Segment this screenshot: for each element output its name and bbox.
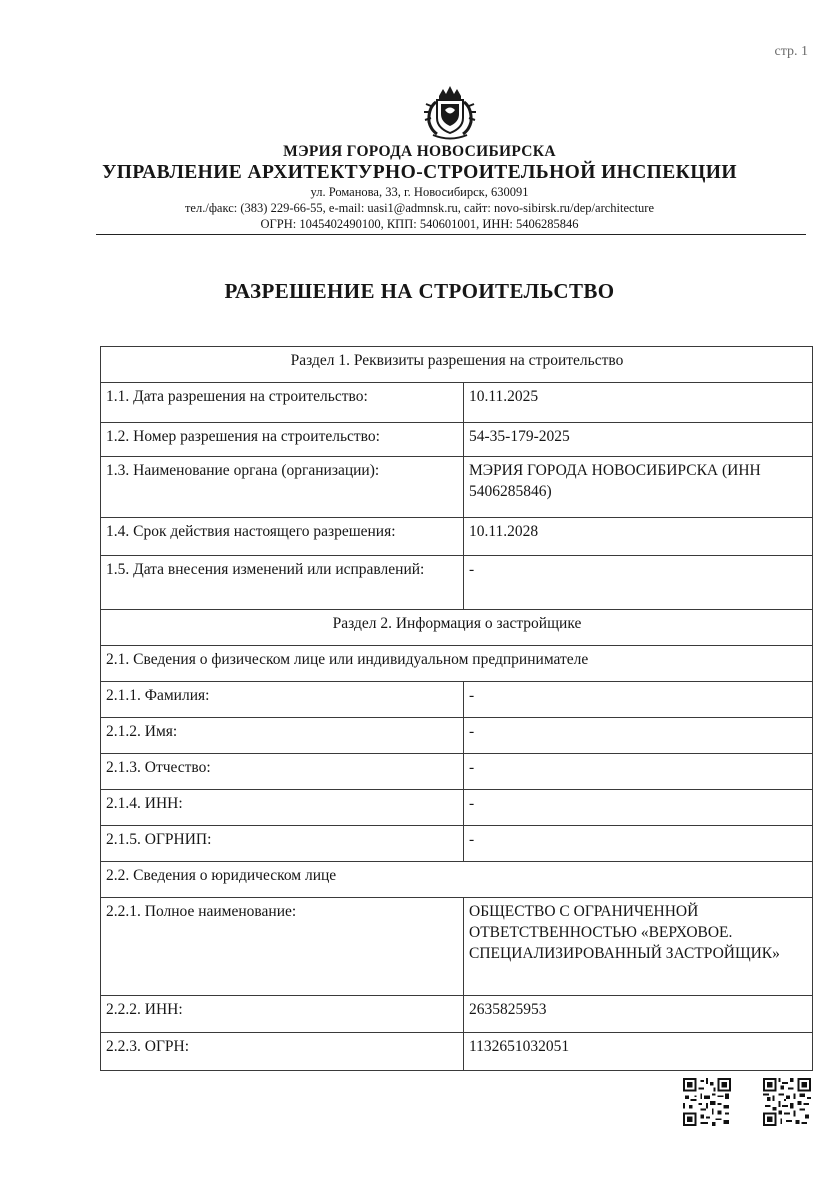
table-row: [101, 423, 813, 457]
field-value: -: [464, 754, 813, 790]
field-value: -: [464, 790, 813, 826]
field-value: ОБЩЕСТВО С ОГРАНИЧЕННОЙ ОТВЕТСТВЕННОСТЬЮ «ВЕРХОВОЕ. СПЕЦИАЛИЗИРОВАННЫЙ ЗАСТРОЙЩИК»: [464, 898, 813, 996]
field-label: 2.1.3. Отчество:: [101, 754, 464, 790]
field-label: 1.5. Дата внесения изменений или исправлений:: [101, 556, 464, 610]
table-row: [101, 826, 813, 862]
table-row: [101, 556, 813, 610]
field-value: МЭРИЯ ГОРОДА НОВОСИБИРСКА (ИНН 5406285846): [464, 457, 813, 518]
table-row: [101, 790, 813, 826]
issuer-city-name: МЭРИЯ ГОРОДА НОВОСИБИРСКА: [283, 143, 556, 160]
field-label: 1.4. Срок действия настоящего разрешения:: [101, 518, 464, 556]
field-label: 2.1.1. Фамилия:: [101, 682, 464, 718]
document-title: РАЗРЕШЕНИЕ НА СТРОИТЕЛЬСТВО: [224, 279, 615, 303]
field-value: 2635825953: [464, 996, 813, 1033]
table-row: [101, 518, 813, 556]
permit-details-table: [100, 346, 813, 1071]
field-label: 2.2.1. Полное наименование:: [101, 898, 464, 996]
field-label: 1.3. Наименование органа (организации):: [101, 457, 464, 518]
page-number: стр. 1: [774, 44, 808, 59]
city-coat-of-arms-icon: [419, 80, 481, 142]
qr-code-icon: [683, 1078, 731, 1126]
table-row: [101, 996, 813, 1033]
header-divider: [96, 234, 806, 235]
issuer-contacts: тел./факс: (383) 229-66-55, e-mail: uasi1@admnsk.ru, сайт: novo-sibirsk.ru/dep/architecture: [184, 201, 655, 215]
legal-entity-subsection-heading: 2.2. Сведения о юридическом лице: [101, 862, 813, 898]
field-label: 2.2.2. ИНН:: [101, 996, 464, 1033]
field-value: 10.11.2028: [464, 518, 813, 556]
section-1-heading: Раздел 1. Реквизиты разрешения на строительство: [101, 347, 813, 383]
issuer-department-name: УПРАВЛЕНИЕ АРХИТЕКТУРНО-СТРОИТЕЛЬНОЙ ИНСПЕКЦИИ: [102, 162, 737, 183]
table-row: [101, 383, 813, 423]
field-label: 2.1.4. ИНН:: [101, 790, 464, 826]
field-value: -: [464, 718, 813, 754]
field-label: 1.2. Номер разрешения на строительство:: [101, 423, 464, 457]
field-label: 2.1.2. Имя:: [101, 718, 464, 754]
issuer-address: ул. Романова, 33, г. Новосибирск, 630091: [310, 185, 529, 199]
table-row: [101, 898, 813, 996]
table-row: [101, 718, 813, 754]
field-value: -: [464, 682, 813, 718]
field-value: 10.11.2025: [464, 383, 813, 423]
issuer-requisites: ОГРН: 1045402490100, КПП: 540601001, ИНН: 5406285846: [260, 217, 579, 231]
table-row: [101, 682, 813, 718]
section-2-heading: Раздел 2. Информация о застройщике: [101, 610, 813, 646]
table-row: [101, 1033, 813, 1071]
field-value: 1132651032051: [464, 1033, 813, 1071]
table-row: [101, 457, 813, 518]
individual-subsection-heading: 2.1. Сведения о физическом лице или индивидуальном предпринимателе: [101, 646, 813, 682]
field-label: 1.1. Дата разрешения на строительство:: [101, 383, 464, 423]
table-row: [101, 754, 813, 790]
field-label: 2.2.3. ОГРН:: [101, 1033, 464, 1071]
field-label: 2.1.5. ОГРНИП:: [101, 826, 464, 862]
field-value: -: [464, 556, 813, 610]
field-value: 54-35-179-2025: [464, 423, 813, 457]
qr-code-icon: [763, 1078, 811, 1126]
field-value: -: [464, 826, 813, 862]
